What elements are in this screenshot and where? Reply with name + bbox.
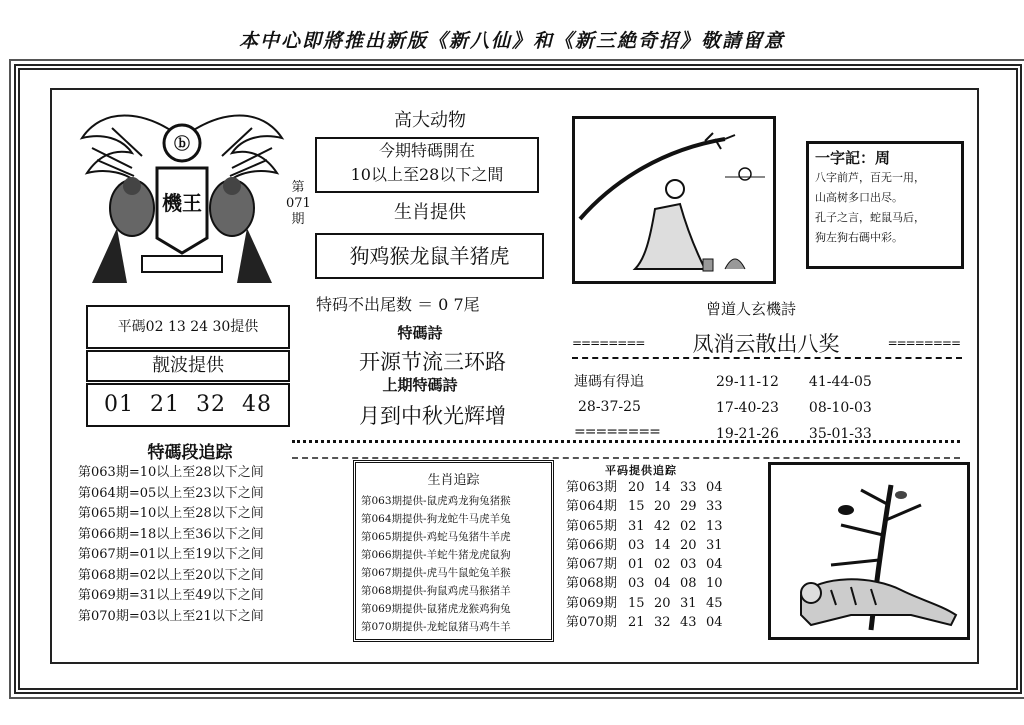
segment-row: 第068期=02以上至20以下之间 bbox=[78, 567, 264, 583]
issue-number bbox=[286, 180, 310, 228]
dash-divider bbox=[572, 357, 962, 359]
left-label: 連碼有得追 bbox=[574, 374, 644, 390]
word-puzzle-box bbox=[806, 141, 964, 269]
last-poem-line: 月到中秋光辉增 bbox=[359, 404, 506, 428]
bird-icon bbox=[838, 505, 854, 515]
flat-track-row: 第064期 15 20 29 33 bbox=[566, 499, 723, 515]
left-values: 28-37-25 bbox=[578, 399, 641, 415]
seq-value: 08-10-03 bbox=[808, 400, 872, 416]
flat-track-row: 第068期 03 04 08 10 bbox=[566, 576, 723, 592]
word-puzzle-line: 孔子之言，蛇鼠马后， bbox=[815, 211, 925, 224]
segment-row: 第066期=18以上至36以下之间 bbox=[78, 526, 264, 542]
zodiac-track-box bbox=[353, 460, 554, 642]
mystery-poem-title: 曾道人玄機詩 bbox=[706, 300, 797, 318]
zodiac-box: 狗鸡猴龙鼠羊猪虎 bbox=[315, 233, 544, 279]
wave-title: 靓波提供 bbox=[86, 350, 290, 382]
zodiac-track-title: 生肖追踪 bbox=[427, 473, 480, 488]
flat-track-row: 第065期 31 42 02 13 bbox=[566, 518, 723, 534]
left-dash: ======== bbox=[574, 424, 660, 440]
segment-row: 第067期=01以上至19以下之间 bbox=[78, 547, 264, 562]
zodiac-track-row: 第063期提供-鼠虎鸡龙狗兔猪猴 bbox=[361, 495, 511, 507]
meditating-monk-illustration bbox=[572, 116, 776, 284]
word-puzzle-title: 一字記：周 bbox=[815, 149, 891, 167]
seq-value: 17-40-23 bbox=[716, 400, 779, 416]
hint-line-1: 今期特碼開在 bbox=[378, 141, 475, 160]
poem-line: 开源节流三环路 bbox=[359, 350, 506, 374]
dash-right: ======== bbox=[887, 336, 960, 350]
mystery-left bbox=[574, 373, 660, 442]
flat-track-list bbox=[566, 478, 723, 632]
segment-track-list bbox=[78, 463, 264, 627]
issue-prefix: 第 bbox=[291, 180, 305, 195]
issue-suffix: 期 bbox=[291, 212, 305, 227]
segment-row: 第070期=03以上至21以下之间 bbox=[78, 608, 264, 624]
flat-track-row: 第063期 20 14 33 04 bbox=[566, 480, 723, 495]
top-banner: 本中心即將推出新版《新八仙》和《新三絶奇招》敬請留意 bbox=[238, 30, 785, 52]
flat-track-row: 第070期 21 32 43 04 bbox=[566, 615, 723, 631]
segment-row: 第063期=10以上至28以下之间 bbox=[78, 465, 264, 480]
segment-row: 第065期=10以上至28以下之间 bbox=[78, 506, 264, 521]
flat-track-row: 第066期 03 14 20 31 bbox=[566, 537, 723, 553]
tiger-icon bbox=[801, 579, 956, 625]
tiger-bird-illustration bbox=[768, 462, 970, 640]
word-puzzle-line: 八字前芦，百无一用， bbox=[815, 171, 925, 184]
zodiac-track-row: 第070期提供-龙蛇鼠猪马鸡牛羊 bbox=[361, 621, 511, 633]
last-poem-title: 上期特碼詩 bbox=[382, 376, 458, 394]
flat-track-row: 第069期 15 20 31 45 bbox=[566, 595, 723, 611]
winged-emblem-logo bbox=[72, 98, 292, 286]
zodiac-track-row: 第068期提供-狗鼠鸡虎马猴猪羊 bbox=[361, 585, 511, 597]
zodiac-track-row: 第065期提供-鸡蛇马兔猪牛羊虎 bbox=[361, 531, 511, 543]
emblem-text: 機王 bbox=[162, 191, 202, 215]
zodiac-track-row: 第066期提供-羊蛇牛猪龙虎鼠狗 bbox=[361, 549, 511, 561]
zodiac-track-row: 第069期提供-鼠猪虎龙猴鸡狗兔 bbox=[361, 603, 511, 615]
hint-line-2: 10以上至28以下之間 bbox=[350, 165, 504, 184]
seq-value: 41-44-05 bbox=[808, 374, 872, 390]
segment-track-title: 特碼段追踪 bbox=[147, 443, 233, 463]
seq-value: 35-01-33 bbox=[808, 426, 872, 442]
zodiac-title: 生肖提供 bbox=[394, 202, 466, 223]
word-puzzle-line: 狗左狗右碼中彩。 bbox=[815, 231, 903, 244]
flat-codes-box: 平碼02 13 24 30提供 bbox=[86, 305, 290, 349]
seq-value: 29-11-12 bbox=[716, 374, 779, 390]
flat-track-row: 第067期 01 02 03 04 bbox=[566, 557, 723, 573]
dash-left: ======== bbox=[572, 336, 645, 350]
issue-value: 071 bbox=[286, 196, 311, 211]
segment-row: 第069期=31以上至49以下之间 bbox=[78, 588, 264, 603]
flat-track-title: 平码提供追踪 bbox=[605, 464, 677, 477]
animal-title: 高大动物 bbox=[394, 110, 466, 131]
ornament-divider bbox=[292, 440, 960, 459]
poem-title: 特碼詩 bbox=[397, 324, 443, 342]
wave-numbers: 01 21 32 48 bbox=[86, 383, 290, 427]
seq-value: 19-21-26 bbox=[716, 426, 779, 442]
tail-number: 特码不出尾数 ＝ 0 7尾 bbox=[316, 295, 480, 314]
word-puzzle-line: 山高树多口出尽。 bbox=[815, 191, 903, 204]
svg-text:ⓑ: ⓑ bbox=[173, 134, 191, 153]
segment-row: 第064期=05以上至23以下之间 bbox=[78, 485, 264, 501]
animal-hint-box bbox=[315, 137, 539, 193]
mystery-poem-line: 凤消云散出八奖 bbox=[692, 332, 840, 356]
mystery-poem-row bbox=[572, 330, 960, 356]
zodiac-track-row: 第064期提供-狗龙蛇牛马虎羊兔 bbox=[361, 513, 511, 525]
zodiac-track-row: 第067期提供-虎马牛鼠蛇兔羊猴 bbox=[361, 567, 511, 579]
